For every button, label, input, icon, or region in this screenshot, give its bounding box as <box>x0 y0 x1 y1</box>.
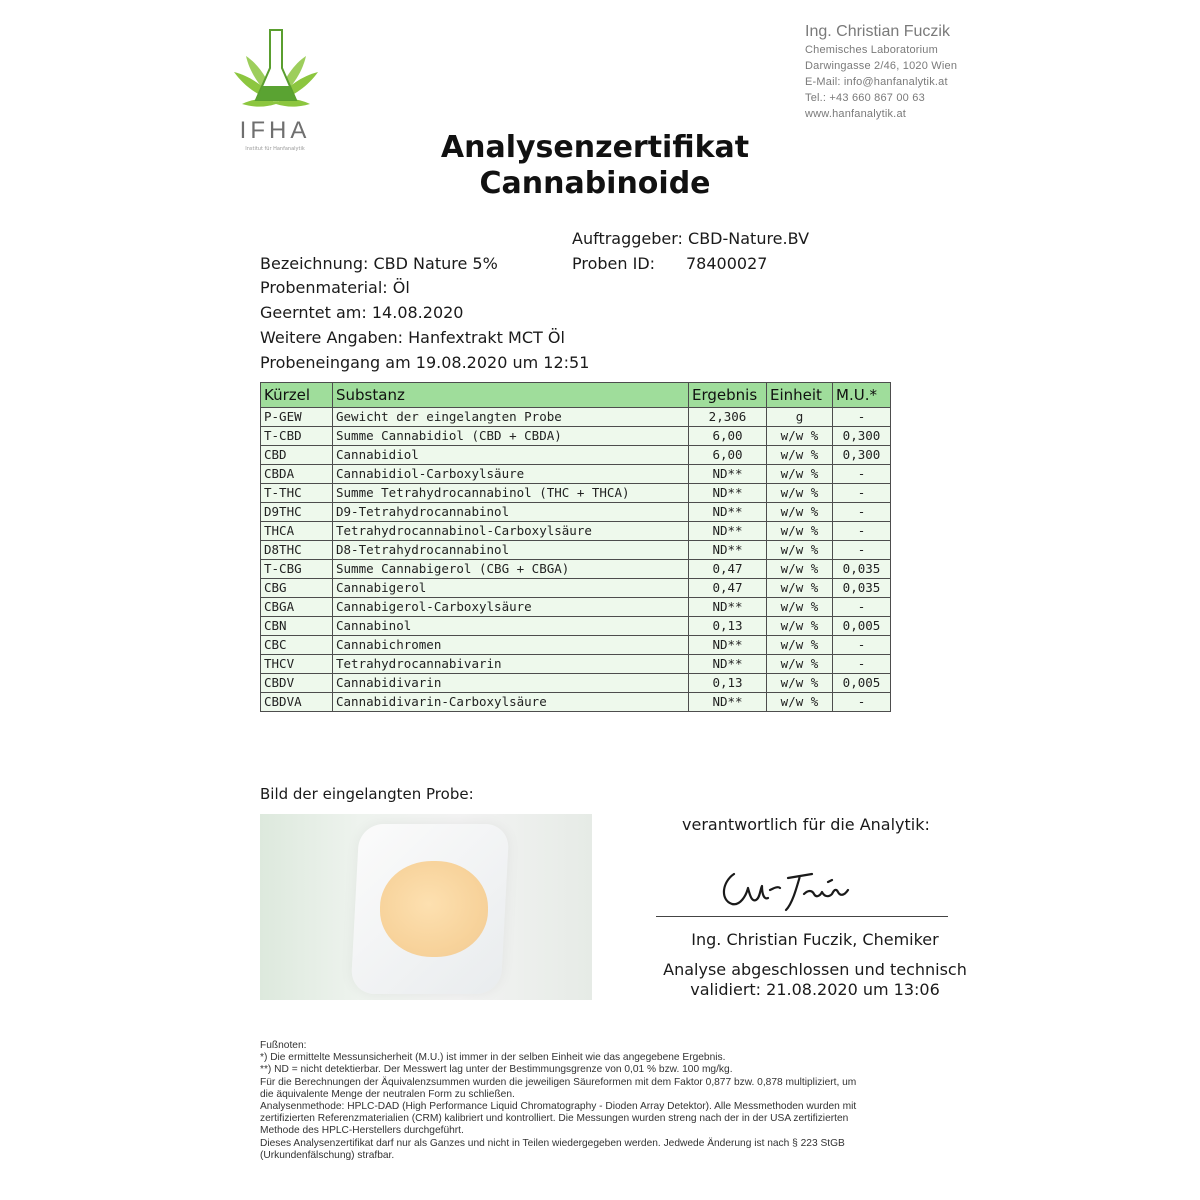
unit-cell: g <box>767 408 833 427</box>
abbreviation-cell: CBD <box>261 446 333 465</box>
uncertainty-cell: - <box>833 541 891 560</box>
uncertainty-cell: - <box>833 636 891 655</box>
footnote-line: **) ND = nicht detektierbar. Der Messwert lag unter der Bestimmungsgrenze von 0,01 % bzw. 100 mg/kg. <box>260 1064 733 1076</box>
column-header: Einheit <box>767 383 833 408</box>
table-row <box>261 636 891 655</box>
result-cell: ND** <box>689 503 767 522</box>
uncertainty-cell: 0,005 <box>833 674 891 693</box>
substance-cell: Cannabidiol-Carboxylsäure <box>333 465 689 484</box>
table-row <box>261 693 891 712</box>
substance-cell: Summe Cannabigerol (CBG + CBGA) <box>333 560 689 579</box>
sample-material-field: Probenmaterial: Öl <box>260 278 410 297</box>
footnote-line: Analysenmethode: HPLC-DAD (High Performance Liquid Chromatography - Dioden Array Detektor). Alle Messmethoden wurden mit <box>260 1101 857 1113</box>
table-row <box>261 598 891 617</box>
substance-cell: Gewicht der eingelangten Probe <box>333 408 689 427</box>
table-row <box>261 408 891 427</box>
uncertainty-cell: - <box>833 693 891 712</box>
table-header-row <box>261 383 891 408</box>
substance-cell: Summe Tetrahydrocannabinol (THC + THCA) <box>333 484 689 503</box>
footnote-line: zertifizierten Referenzmaterialien (CRM) kalibriert und kontrolliert. Die Messungen wurden streng nach der in der USA zertifizierten <box>260 1113 849 1125</box>
lab-email: E-Mail: info@hanfanalytik.at <box>805 76 948 88</box>
abbreviation-cell: CBC <box>261 636 333 655</box>
abbreviation-cell: CBDA <box>261 465 333 484</box>
result-cell: 6,00 <box>689 446 767 465</box>
substance-cell: Cannabigerol-Carboxylsäure <box>333 598 689 617</box>
table-row <box>261 522 891 541</box>
result-cell: 0,47 <box>689 579 767 598</box>
result-cell: ND** <box>689 465 767 484</box>
designation-field: Bezeichnung: CBD Nature 5% <box>260 254 498 273</box>
column-header: Substanz <box>333 383 689 408</box>
results-table-body <box>261 408 891 712</box>
substance-cell: Cannabichromen <box>333 636 689 655</box>
table-row <box>261 503 891 522</box>
logo-wordmark: IFHA <box>239 117 311 144</box>
unit-cell: w/w % <box>767 674 833 693</box>
footnote-line: die äquivalente Menge der neutralen Form zu schließen. <box>260 1088 515 1100</box>
table-row <box>261 427 891 446</box>
column-header: Kürzel <box>261 383 333 408</box>
table-row <box>261 655 891 674</box>
unit-cell: w/w % <box>767 598 833 617</box>
unit-cell: w/w % <box>767 693 833 712</box>
lab-phone: Tel.: +43 660 867 00 63 <box>805 92 925 104</box>
unit-cell: w/w % <box>767 636 833 655</box>
sample-id-value: 78400027 <box>686 254 768 273</box>
table-row <box>261 465 891 484</box>
signature-line <box>656 916 948 917</box>
unit-cell: w/w % <box>767 579 833 598</box>
lab-address-block <box>805 22 957 122</box>
responsible-label: verantwortlich für die Analytik: <box>682 815 930 834</box>
table-row <box>261 674 891 693</box>
abbreviation-cell: P-GEW <box>261 408 333 427</box>
substance-cell: D8-Tetrahydrocannabinol <box>333 541 689 560</box>
footnote-line: Für die Berechnungen der Äquivalenzsummen wurden die jeweiligen Säureformen mit dem Faktor 0,877 bzw. 0,878 multipliziert, um <box>260 1076 857 1088</box>
uncertainty-cell: - <box>833 522 891 541</box>
table-row <box>261 579 891 598</box>
uncertainty-cell: - <box>833 484 891 503</box>
footnote-line: Dieses Analysenzertifikat darf nur als Ganzes und nicht in Teilen wiedergegeben werden. Jedwede Änderung ist nach § 223 StGB <box>260 1137 845 1149</box>
result-cell: 2,306 <box>689 408 767 427</box>
footnotes <box>260 1040 1025 1162</box>
abbreviation-cell: T-THC <box>261 484 333 503</box>
lab-website: www.hanfanalytik.at <box>805 108 907 120</box>
uncertainty-cell: 0,035 <box>833 560 891 579</box>
completion-note: Analyse abgeschlossen und technisch <box>663 960 967 979</box>
sample-photo-label: Bild der eingelangten Probe: <box>260 785 474 803</box>
document-subtitle: Cannabinoide <box>479 166 711 201</box>
uncertainty-cell: 0,300 <box>833 446 891 465</box>
table-row <box>261 560 891 579</box>
table-row <box>261 617 891 636</box>
document-title: Analysenzertifikat <box>440 130 750 165</box>
column-header: Ergebnis <box>689 383 767 408</box>
result-cell: ND** <box>689 598 767 617</box>
result-cell: 0,13 <box>689 617 767 636</box>
lab-name: Ing. Christian Fuczik <box>805 23 950 40</box>
uncertainty-cell: - <box>833 408 891 427</box>
substance-cell: D9-Tetrahydrocannabinol <box>333 503 689 522</box>
substance-cell: Tetrahydrocannabinol-Carboxylsäure <box>333 522 689 541</box>
chemist-name: Ing. Christian Fuczik, Chemiker <box>691 930 939 949</box>
harvest-date-field: Geerntet am: 14.08.2020 <box>260 303 464 322</box>
abbreviation-cell: CBG <box>261 579 333 598</box>
sample-photo <box>260 814 592 1000</box>
footnote-line: Fußnoten: <box>260 1040 307 1051</box>
lab-line: Chemisches Laboratorium <box>805 44 938 56</box>
client-field: Auftraggeber: CBD-Nature.BV <box>572 229 810 248</box>
uncertainty-cell: 0,300 <box>833 427 891 446</box>
result-cell: 0,13 <box>689 674 767 693</box>
substance-cell: Tetrahydrocannabivarin <box>333 655 689 674</box>
sample-id-label: Proben ID: <box>572 254 656 273</box>
uncertainty-cell: - <box>833 598 891 617</box>
table-row <box>261 484 891 503</box>
substance-cell: Summe Cannabidiol (CBD + CBDA) <box>333 427 689 446</box>
substance-cell: Cannabidiol <box>333 446 689 465</box>
result-cell: ND** <box>689 484 767 503</box>
substance-cell: Cannabinol <box>333 617 689 636</box>
table-row <box>261 541 891 560</box>
sample-received-field: Probeneingang am 19.08.2020 um 12:51 <box>260 353 590 372</box>
validation-date: validiert: 21.08.2020 um 13:06 <box>690 980 940 999</box>
unit-cell: w/w % <box>767 617 833 636</box>
footnote-line: Methode des HPLC-Herstellers durchgeführt. <box>260 1125 464 1137</box>
unit-cell: w/w % <box>767 541 833 560</box>
abbreviation-cell: CBGA <box>261 598 333 617</box>
result-cell: 0,47 <box>689 560 767 579</box>
substance-cell: Cannabidivarin <box>333 674 689 693</box>
uncertainty-cell: 0,035 <box>833 579 891 598</box>
abbreviation-cell: D9THC <box>261 503 333 522</box>
uncertainty-cell: 0,005 <box>833 617 891 636</box>
result-cell: ND** <box>689 655 767 674</box>
substance-cell: Cannabigerol <box>333 579 689 598</box>
result-cell: ND** <box>689 522 767 541</box>
abbreviation-cell: CBDV <box>261 674 333 693</box>
handwritten-signature <box>716 860 866 915</box>
unit-cell: w/w % <box>767 522 833 541</box>
table-row <box>261 446 891 465</box>
abbreviation-cell: T-CBG <box>261 560 333 579</box>
uncertainty-cell: - <box>833 655 891 674</box>
unit-cell: w/w % <box>767 655 833 674</box>
abbreviation-cell: CBDVA <box>261 693 333 712</box>
footnote-line: (Urkundenfälschung) strafbar. <box>260 1149 395 1161</box>
substance-cell: Cannabidivarin-Carboxylsäure <box>333 693 689 712</box>
result-cell: ND** <box>689 693 767 712</box>
abbreviation-cell: THCV <box>261 655 333 674</box>
sample-oil-drop <box>380 861 488 957</box>
unit-cell: w/w % <box>767 446 833 465</box>
abbreviation-cell: THCA <box>261 522 333 541</box>
lab-address: Darwingasse 2/46, 1020 Wien <box>805 60 958 72</box>
additional-info-field: Weitere Angaben: Hanfextrakt MCT Öl <box>260 328 565 347</box>
unit-cell: w/w % <box>767 503 833 522</box>
results-table <box>260 382 891 712</box>
unit-cell: w/w % <box>767 560 833 579</box>
result-cell: ND** <box>689 541 767 560</box>
uncertainty-cell: - <box>833 465 891 484</box>
abbreviation-cell: CBN <box>261 617 333 636</box>
abbreviation-cell: D8THC <box>261 541 333 560</box>
unit-cell: w/w % <box>767 465 833 484</box>
result-cell: ND** <box>689 636 767 655</box>
logo-tagline: Institut für Hanfanalytik <box>245 146 305 152</box>
result-cell: 6,00 <box>689 427 767 446</box>
unit-cell: w/w % <box>767 484 833 503</box>
uncertainty-cell: - <box>833 503 891 522</box>
column-header: M.U.* <box>833 383 891 408</box>
footnote-line: *) Die ermittelte Messunsicherheit (M.U.) ist immer in der selben Einheit wie das angegebene Ergebnis. <box>260 1052 726 1064</box>
abbreviation-cell: T-CBD <box>261 427 333 446</box>
unit-cell: w/w % <box>767 427 833 446</box>
